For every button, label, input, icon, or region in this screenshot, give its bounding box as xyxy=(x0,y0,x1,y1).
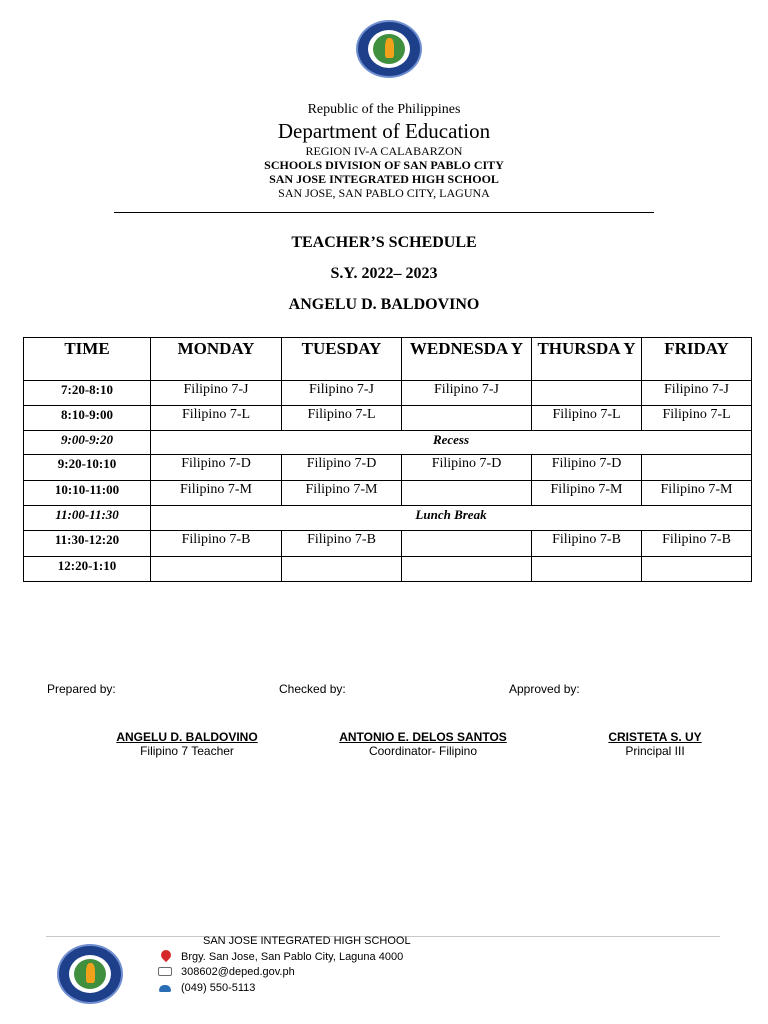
class-cell xyxy=(151,556,282,581)
class-cell: Filipino 7-J xyxy=(282,380,402,405)
class-cell xyxy=(642,455,752,480)
department-text: Department of Education xyxy=(277,119,491,143)
signatory-name: ANTONIO E. DELOS SANTOS xyxy=(339,730,507,744)
table-row xyxy=(24,531,752,556)
class-cell: Filipino 7-B xyxy=(642,531,752,556)
footer-email: 308602@deped.gov.ph xyxy=(181,966,295,978)
class-cell xyxy=(532,380,642,405)
email-icon xyxy=(158,967,172,976)
column-header: THURSDA Y xyxy=(532,338,642,381)
time-cell: 11:30-12:20 xyxy=(24,531,151,556)
time-cell: 7:20-8:10 xyxy=(24,380,151,405)
class-cell xyxy=(402,531,532,556)
signature-block-prepared xyxy=(94,731,280,757)
class-cell xyxy=(402,405,532,430)
table-row xyxy=(24,405,752,430)
document-title: TEACHER’S SCHEDULE xyxy=(291,234,477,251)
signatory-role: Coordinator- Filipino xyxy=(368,744,478,758)
time-cell: 9:20-10:10 xyxy=(24,455,151,480)
class-cell: Filipino 7-B xyxy=(282,531,402,556)
class-cell: Filipino 7-J xyxy=(151,380,282,405)
region-text: REGION IV-A CALABARZON xyxy=(305,144,463,158)
table-row xyxy=(24,380,752,405)
school-seal-logo xyxy=(356,20,422,78)
column-header: FRIDAY xyxy=(642,338,752,381)
footer-address: Brgy. San Jose, San Pablo City, Laguna 4000 xyxy=(181,951,404,963)
table-row-lunch xyxy=(24,506,752,531)
teacher-name: ANGELU D. BALDOVINO xyxy=(288,296,480,313)
class-cell: Filipino 7-D xyxy=(151,455,282,480)
class-cell: Filipino 7-M xyxy=(642,480,752,505)
lunch-break-cell: Lunch Break xyxy=(151,506,752,531)
signatory-name: CRISTETA S. UY xyxy=(608,730,702,744)
class-cell: Filipino 7-D xyxy=(282,455,402,480)
prepared-by-label: Prepared by: xyxy=(47,682,116,696)
class-cell: Filipino 7-B xyxy=(151,531,282,556)
class-cell xyxy=(402,480,532,505)
class-cell: Filipino 7-L xyxy=(151,405,282,430)
footer-school-name: SAN JOSE INTEGRATED HIGH SCHOOL xyxy=(203,935,411,947)
table-row-recess xyxy=(24,431,752,455)
class-cell: Filipino 7-L xyxy=(282,405,402,430)
table-row xyxy=(24,480,752,505)
checked-by-label: Checked by: xyxy=(279,682,346,696)
signatory-role: Principal III xyxy=(625,744,685,758)
column-header: TUESDAY xyxy=(282,338,402,381)
class-cell: Filipino 7-J xyxy=(642,380,752,405)
column-header: TIME xyxy=(24,338,151,381)
signature-block-checked xyxy=(320,731,526,757)
time-cell: 11:00-11:30 xyxy=(24,506,151,531)
class-cell: Filipino 7-L xyxy=(532,405,642,430)
header-divider xyxy=(114,212,654,213)
time-cell: 9:00-9:20 xyxy=(24,431,151,455)
class-cell: Filipino 7-J xyxy=(402,380,532,405)
class-cell xyxy=(402,556,532,581)
table-row xyxy=(24,556,752,581)
class-cell xyxy=(642,556,752,581)
footer-school-seal-logo xyxy=(57,944,123,1004)
class-cell: Filipino 7-M xyxy=(532,480,642,505)
approved-by-label: Approved by: xyxy=(509,682,580,696)
footer-phone: (049) 550-5113 xyxy=(181,982,256,994)
class-cell xyxy=(532,556,642,581)
time-cell: 8:10-9:00 xyxy=(24,405,151,430)
time-cell: 10:10-11:00 xyxy=(24,480,151,505)
republic-text: Republic of the Philippines xyxy=(307,102,461,117)
signature-block-approved xyxy=(580,731,730,757)
letterhead xyxy=(0,103,768,201)
location-pin-icon xyxy=(159,948,173,962)
column-header: MONDAY xyxy=(151,338,282,381)
class-cell: Filipino 7-B xyxy=(532,531,642,556)
division-text: SCHOOLS DIVISION OF SAN PABLO CITY xyxy=(264,158,504,172)
signatory-role: Filipino 7 Teacher xyxy=(140,744,234,758)
class-cell xyxy=(282,556,402,581)
schedule-table xyxy=(23,337,752,582)
class-cell: Filipino 7-D xyxy=(532,455,642,480)
class-cell: Filipino 7-D xyxy=(402,455,532,480)
column-header: WEDNESDA Y xyxy=(402,338,532,381)
table-header-row xyxy=(24,338,752,381)
recess-cell: Recess xyxy=(151,431,752,455)
phone-icon xyxy=(159,985,171,992)
school-year: S.Y. 2022– 2023 xyxy=(330,265,438,282)
time-cell: 12:20-1:10 xyxy=(24,556,151,581)
class-cell: Filipino 7-M xyxy=(151,480,282,505)
table-row xyxy=(24,455,752,480)
school-address-text: SAN JOSE, SAN PABLO CITY, LAGUNA xyxy=(278,186,490,200)
class-cell: Filipino 7-L xyxy=(642,405,752,430)
signatory-name: ANGELU D. BALDOVINO xyxy=(116,730,258,744)
class-cell: Filipino 7-M xyxy=(282,480,402,505)
school-name-text: SAN JOSE INTEGRATED HIGH SCHOOL xyxy=(269,172,499,186)
